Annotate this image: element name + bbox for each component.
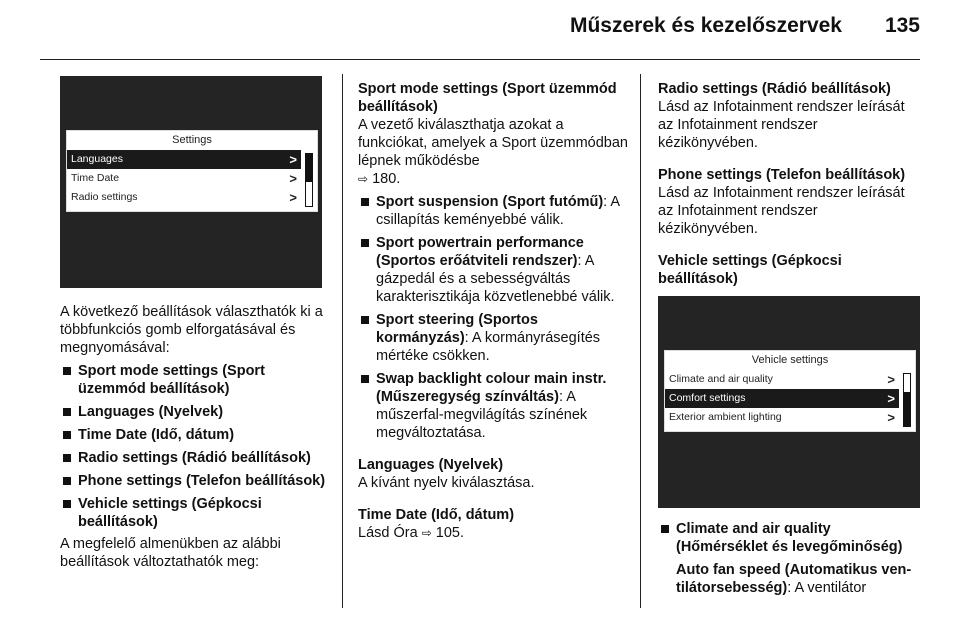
- screen-title: Settings: [172, 134, 212, 146]
- bullet-icon: [63, 454, 71, 462]
- bullet-icon: [63, 408, 71, 416]
- bullet-icon: [63, 500, 71, 508]
- list-item: Radio settings (Rádió beállítások): [60, 449, 328, 467]
- list-item: Phone settings (Telefon beállítások): [60, 472, 328, 490]
- phone-settings-text: Lásd az Infotainment rendszer leírását az Infotainment rendszer kézikönyvében.: [658, 185, 905, 237]
- vehicle-settings-screen: [664, 350, 916, 432]
- column-divider-1: [342, 74, 343, 608]
- languages-heading: Languages (Nyelvek): [358, 457, 504, 473]
- list-item: Sport powertrain performance (Sportos erőátviteli rendszer): A gázpedál és a sebességváltás karakterisztikája közvetlenebbé válik.: [358, 234, 628, 306]
- page-number: 135: [884, 14, 920, 37]
- time-date-text: Lásd Óra ⇨ 105.: [358, 525, 465, 541]
- list-item: Languages (Nyelvek): [60, 403, 328, 421]
- column-3: [658, 80, 920, 288]
- vehicle-settings-heading: Vehicle settings (Gépkocsi beállítások): [658, 253, 842, 287]
- list-item: Swap backlight colour main instr. (Műszeregység színváltás): A műszerfal-megvilágítás színének megváltoztatása.: [358, 370, 628, 442]
- chevron-right-icon: >: [289, 152, 297, 167]
- screen-item-time-date: Time Date >: [71, 171, 297, 186]
- screen-item-climate: Climate and air quality >: [669, 372, 895, 387]
- column-2: [358, 80, 628, 542]
- bullet-icon: [661, 525, 669, 533]
- chevron-right-icon: >: [887, 391, 895, 406]
- list-item: Time Date (Idő, dátum): [60, 426, 328, 444]
- languages-text: A kívánt nyelv kiválasztása.: [358, 475, 535, 491]
- radio-settings-heading: Radio settings (Rádió beállítások): [658, 81, 891, 97]
- bullet-icon: [63, 367, 71, 375]
- screen-item-radio-settings: Radio settings >: [71, 190, 297, 205]
- settings-display-photo: [60, 76, 322, 288]
- chevron-right-icon: >: [289, 190, 297, 205]
- column-1: [60, 303, 328, 571]
- bullet-icon: [63, 477, 71, 485]
- bullet-icon: [361, 316, 369, 324]
- phone-settings-heading: Phone settings (Telefon beállítások): [658, 167, 906, 183]
- list-item: Climate and air quality (Hőmérséklet és levegőminőség): [658, 520, 920, 556]
- intro-text: A következő beállítások választhatók ki a többfunkciós gomb elforgatásával és megnyomásával:: [60, 304, 323, 356]
- settings-screen: [66, 130, 318, 212]
- bullet-icon: [361, 375, 369, 383]
- chevron-right-icon: >: [887, 410, 895, 425]
- chevron-right-icon: >: [887, 372, 895, 387]
- list-item: Vehicle settings (Gépkocsi beállítások): [60, 495, 328, 531]
- sport-mode-text: A vezető kiválaszthatja azokat a funkciókat, amelyek a Sport üzemmódban lépnek működésbe ⇨ 180.: [358, 117, 628, 187]
- bullet-icon: [63, 431, 71, 439]
- bullet-icon: [361, 198, 369, 206]
- list-item: Sport suspension (Sport futómű): A csillapítás keményebbé válik.: [358, 193, 628, 229]
- screen-scrollbar: [305, 153, 313, 207]
- outro-text: A megfelelő almenükben az alábbi beállítások változtathatók meg:: [60, 536, 281, 570]
- column-3-lower: [658, 520, 920, 597]
- auto-fan-text: Auto fan speed (Automatikus ven-tilátorsebesség): A ventilátor: [676, 562, 912, 596]
- time-date-heading: Time Date (Idő, dátum): [358, 507, 515, 523]
- header-rule: [40, 59, 920, 60]
- column-divider-2: [640, 74, 641, 608]
- chevron-right-icon: >: [289, 171, 297, 186]
- list-item: Sport steering (Sportos kormányzás): A kormányrásegítés mértéke csökken.: [358, 311, 628, 365]
- screen-item-languages: Languages >: [67, 150, 301, 169]
- screen-title: Vehicle settings: [751, 354, 829, 366]
- arrow-reference-icon: ⇨: [358, 172, 369, 186]
- screen-item-comfort: Comfort settings >: [665, 389, 899, 408]
- page-header-title: Műszerek és kezelőszervek: [569, 14, 842, 37]
- bullet-icon: [361, 239, 369, 247]
- arrow-reference-icon: ⇨: [421, 526, 432, 540]
- vehicle-settings-display-photo: [658, 296, 920, 508]
- sport-mode-heading: Sport mode settings (Sport üzemmód beállítások): [358, 81, 617, 115]
- radio-settings-text: Lásd az Infotainment rendszer leírását az Infotainment rendszer kézikönyvében.: [658, 99, 905, 151]
- list-item: Sport mode settings (Sport üzemmód beállítások): [60, 362, 328, 398]
- screen-item-exterior-lighting: Exterior ambient lighting >: [669, 410, 895, 425]
- screen-scrollbar: [903, 373, 911, 427]
